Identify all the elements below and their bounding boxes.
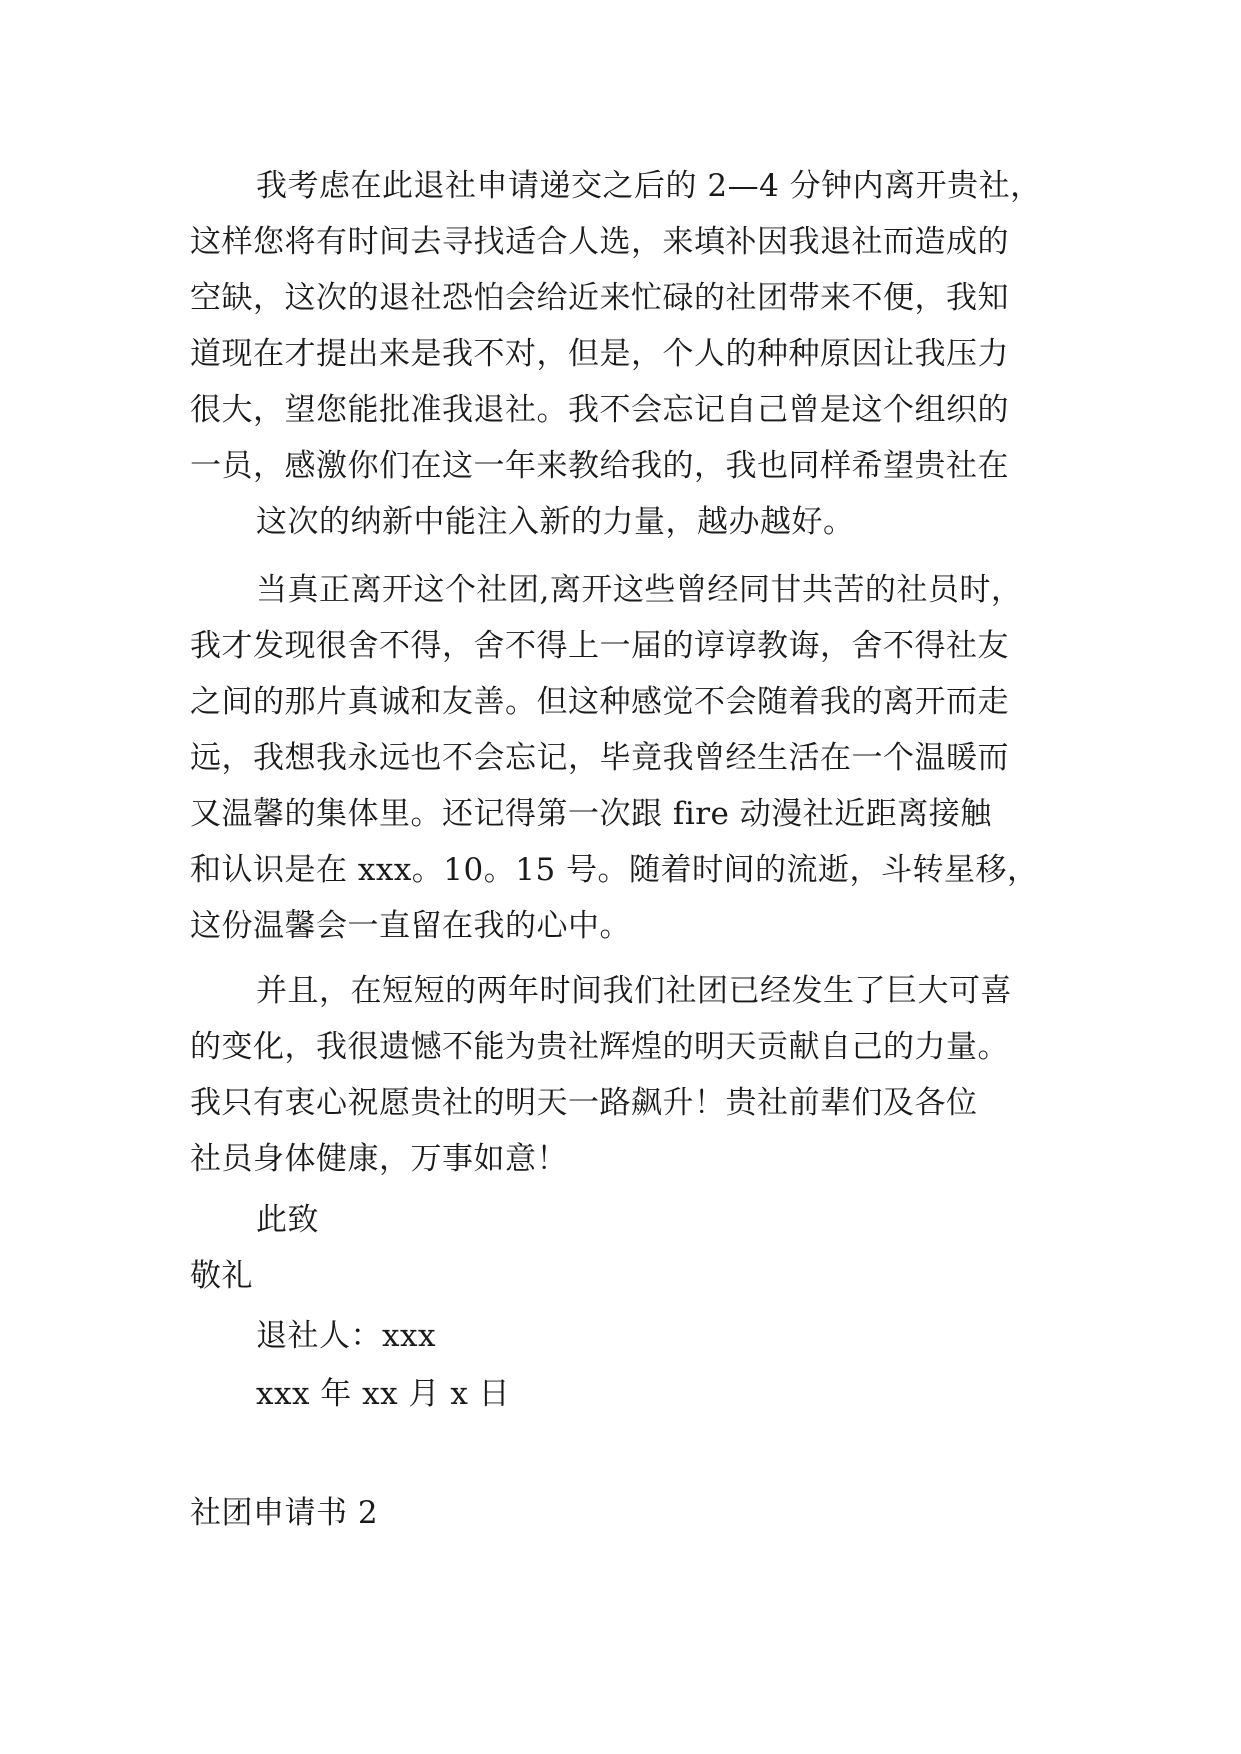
paragraph-2-line-7: 这份温馨会一直留在我的心中。	[190, 908, 631, 944]
paragraph-1-line-7: 这次的纳新中能注入新的力量，越办越好。	[256, 504, 855, 540]
paragraph-2-line-4: 远，我想我永远也不会忘记，毕竟我曾经生活在一个温暖而	[190, 740, 1009, 776]
paragraph-2-line-5: 又温馨的集体里。还记得第一次跟 fire 动漫社近距离接触	[190, 796, 992, 832]
paragraph-2-line-2: 我才发现很舍不得，舍不得上一届的谆谆教诲，舍不得社友	[190, 628, 1009, 664]
closing-regards: 敬礼	[190, 1258, 253, 1294]
paragraph-1-line-5: 很大，望您能批准我退社。我不会忘记自己曾是这个组织的	[190, 392, 1009, 428]
closing-salutation: 此致	[256, 1202, 319, 1238]
paragraph-3-line-2: 的变化，我很遗憾不能为贵社辉煌的明天贡献自己的力量。	[190, 1029, 1009, 1065]
paragraph-1-line-4: 道现在才提出来是我不对，但是，个人的种种原因让我压力	[190, 336, 1009, 372]
section-heading: 社团申请书 2	[190, 1495, 379, 1531]
paragraph-1-line-6: 一员，感激你们在这一年来教给我的，我也同样希望贵社在	[190, 448, 1009, 484]
paragraph-2-line-1: 当真正离开这个社团,离开这些曾经同甘共苦的社员时，	[256, 572, 1023, 608]
paragraph-1-line-3: 空缺，这次的退社恐怕会给近来忙碌的社团带来不便，我知	[190, 280, 1009, 316]
paragraph-3-line-1: 并且，在短短的两年时间我们社团已经发生了巨大可喜	[256, 973, 1012, 1009]
paragraph-1-line-1: 我考虑在此退社申请递交之后的 2—4 分钟内离开贵社，	[256, 168, 1042, 204]
date-line: xxx 年 xx 月 x 日	[256, 1376, 511, 1412]
paragraph-3-line-4: 社员身体健康，万事如意！	[190, 1141, 568, 1177]
paragraph-3-line-3: 我只有衷心祝愿贵社的明天一路飙升！贵社前辈们及各位	[190, 1085, 978, 1121]
paragraph-2-line-6: 和认识是在 xxx。10。15 号。随着时间的流逝，斗转星移，	[190, 852, 1039, 888]
paragraph-2-line-3: 之间的那片真诚和友善。但这种感觉不会随着我的离开而走	[190, 684, 1009, 720]
signature-line: 退社人：xxx	[256, 1318, 436, 1354]
paragraph-1-line-2: 这样您将有时间去寻找适合人选，来填补因我退社而造成的	[190, 224, 1009, 260]
